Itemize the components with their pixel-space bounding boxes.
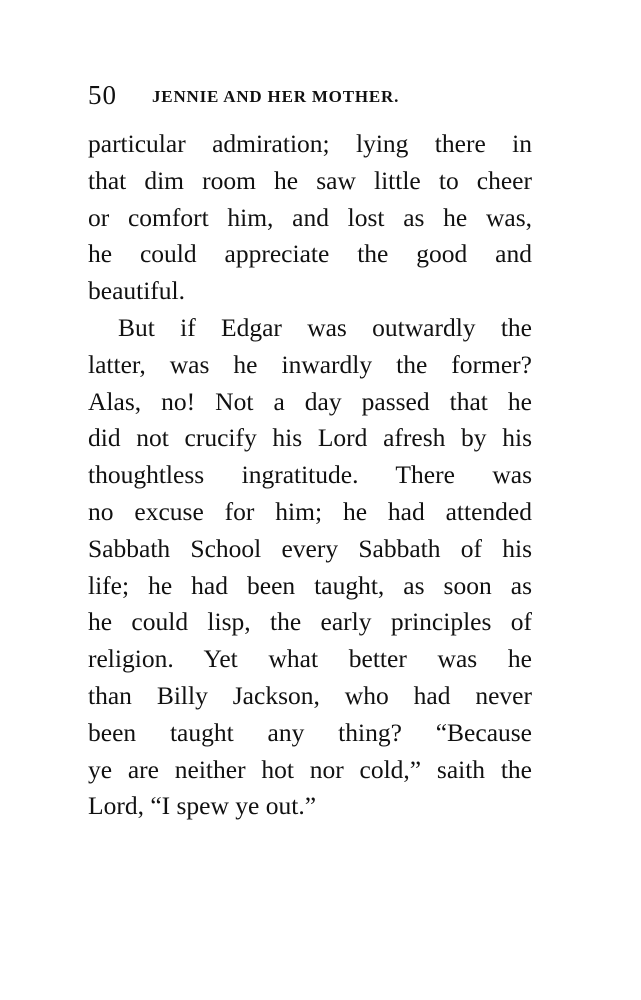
text-line: he could appreciate the good and: [88, 239, 532, 269]
page-header: [88, 80, 540, 114]
text-line: Alas, no! Not a day passed that he: [88, 386, 532, 416]
text-line: religion. Yet what better was he: [88, 644, 532, 674]
running-title: JENNIE AND HER MOTHER.: [152, 87, 400, 106]
text-line: did not crucify his Lord afresh by his: [88, 423, 532, 453]
text-line: Lord, “I spew ye out.”: [88, 791, 317, 821]
text-line: latter, was he inwardly the former?: [88, 349, 532, 379]
text-line: no excuse for him; he had attended: [88, 496, 532, 526]
text-line: ye are neither hot nor cold,” saith the: [88, 754, 532, 784]
text-line: been taught any thing? “Because: [88, 717, 532, 747]
text-line: that dim room he saw little to cheer: [88, 165, 532, 195]
text-line: beautiful.: [88, 276, 186, 306]
text-line: than Billy Jackson, who had never: [88, 680, 532, 710]
page-number: 50: [88, 80, 117, 110]
text-line: Sabbath School every Sabbath of his: [88, 533, 532, 563]
text-line: life; he had been taught, as soon as: [88, 570, 532, 600]
paragraph-1: [88, 126, 532, 310]
text-line: particular admiration; lying there in: [88, 129, 532, 158]
paragraph-2: [88, 310, 532, 825]
text-line: But if Edgar was outwardly the: [118, 312, 532, 342]
text-line: thoughtless ingratitude. There was: [88, 460, 532, 490]
body-text: [88, 126, 532, 825]
text-line: he could lisp, the early principles of: [88, 607, 532, 637]
text-line: or comfort him, and lost as he was,: [88, 202, 532, 232]
